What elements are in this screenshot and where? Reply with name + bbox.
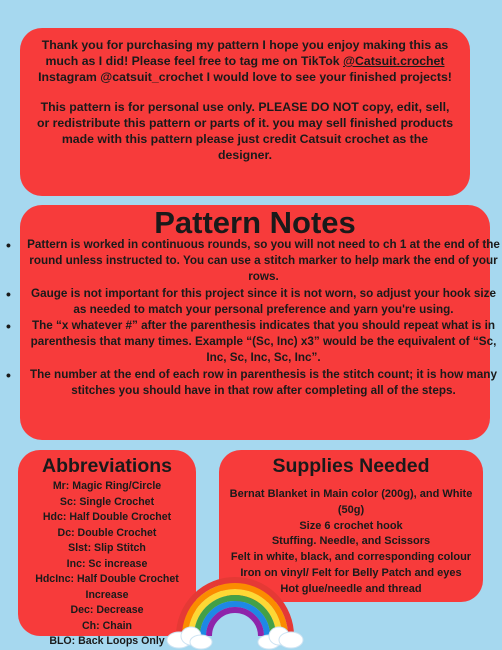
abbreviation-item: Mr: Magic Ring/Circle: [52, 480, 162, 492]
pattern-note-item: • The number at the end of each row in parenthesis is the stitch count; it is how many stitches you should have in that row after completing all of the steps.: [6, 367, 502, 399]
abbreviation-item: Dec: Decrease: [70, 604, 144, 616]
abbreviation-item: Dc: Double Crochet: [57, 526, 157, 539]
abbreviation-item: Slst: Slip Stitch: [68, 542, 146, 554]
pattern-notes-title: Pattern Notes: [154, 205, 356, 240]
abbreviation-item: Sc: Single Crochet: [59, 495, 155, 508]
abbreviation-item: BLO: Back Loops Only: [49, 635, 165, 647]
supply-item: Size 6 crochet hook: [299, 519, 403, 532]
rainbow-icon: [165, 566, 305, 650]
supply-item: Iron on vinyl/ Felt for Belly Patch and eyes: [240, 566, 462, 579]
thank-you-panel: [20, 28, 470, 196]
abbreviation-item: Ch: Chain: [81, 619, 133, 632]
pattern-notes-panel: [20, 205, 500, 440]
abbreviation-item: Hdc: Half Double Crochet: [42, 511, 172, 523]
supply-item: Bernat Blanket in Main color (200g), and White (50g): [229, 488, 473, 516]
abbreviation-item: HdcInc: Half Double Crochet Increase: [35, 573, 179, 601]
abbreviations-title: Abbreviations: [41, 455, 173, 477]
abbreviation-item: Inc: Sc increase: [66, 557, 148, 570]
supply-item: Hot glue/needle and thread: [280, 582, 422, 595]
supply-item: Felt in white, black, and corresponding colour: [230, 551, 472, 564]
usage-disclaimer: This pattern is for personal use only. PLEASE DO NOT copy, edit, sell, or redistribute this pattern or parts of it. you may sell finished products made with this pattern please just credit Catsuit crochet as the designer.: [36, 100, 454, 162]
supplies-title: Supplies Needed: [272, 455, 430, 477]
pattern-note-item: • The “x whatever #” after the parenthesis indicates that you should repeat what is in parenthesis that many times. Example “(Sc, Inc) x3” would be the equivalent of “Sc, Inc, Sc, Inc, Sc, Inc”.: [6, 318, 502, 367]
pattern-note-item: • Pattern is worked in continuous rounds, so you will not need to ch 1 at the end of the round unless instructed to. You can use a stitch marker to help mark the end of your rows.: [6, 237, 502, 286]
pattern-note-item: • Gauge is not important for this project since it is not worn, so adjust your hook size as needed to match your personal preference and yarn you're using.: [6, 286, 502, 318]
supply-item: Stuffing. Needle, and Scissors: [271, 535, 431, 548]
tiktok-handle-link[interactable]: @Catsuit.crochet: [342, 54, 445, 68]
pattern-notes-list: [6, 237, 502, 399]
thank-you-message: Thank you for purchasing my pattern I hope you enjoy making this as much as I did! Please feel free to tag me on TikTok @Catsuit.crochet Instagram @catsuit_crochet I would love to see your finished projects!: [38, 38, 452, 84]
